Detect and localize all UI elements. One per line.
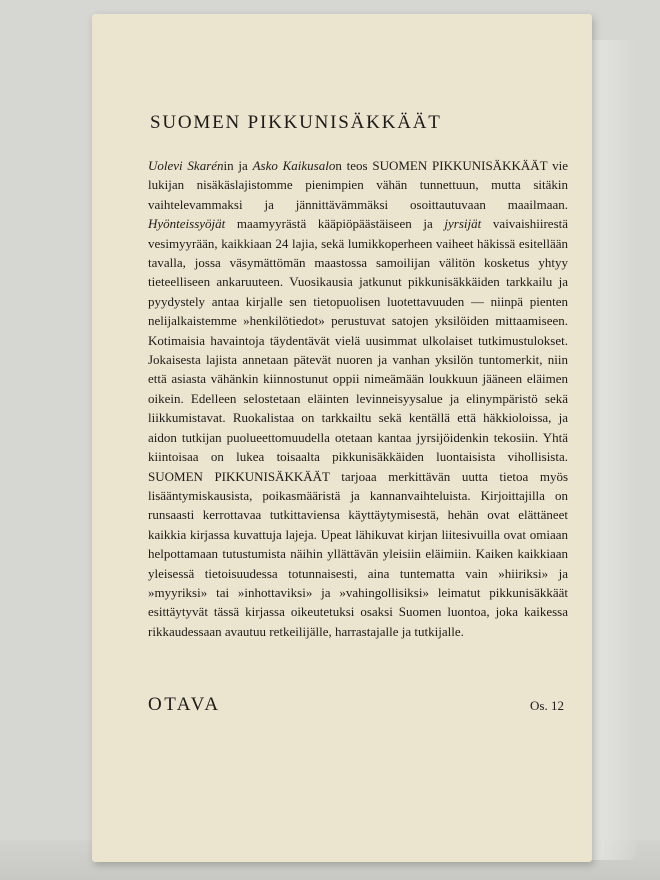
author-name-1: Uolevi Skarén <box>148 158 224 173</box>
edition-number: Os. 12 <box>530 698 564 713</box>
blurb-emphasis-rodents: jyrsijät <box>444 216 482 232</box>
publisher-name: OTAVA <box>148 694 221 715</box>
blurb-text: n teos SUOMEN PIKKUNISÄKKÄÄT vie lukijan nisäkäslajistomme pienimpien vähän tunnettuun, mutta sitäkin vaihtelevammaksi ja jännittävämmäksi osoittautuvaan maailmaan. <box>148 158 568 212</box>
author-name-2: Asko Kaikusalo <box>252 158 336 173</box>
cover-footer <box>148 694 568 716</box>
cover-text-area <box>148 112 569 715</box>
blurb-text: maamyyrästä kääpiöpäästäiseen ja <box>225 216 445 232</box>
book-title: SUOMEN PIKKUNISÄKKÄÄT <box>150 112 442 133</box>
blurb-text: in ja <box>223 158 253 173</box>
plastic-wrap-edge <box>592 40 636 860</box>
blurb-emphasis-insectivores: Hyönteissyöjät <box>148 216 226 232</box>
blurb-paragraph <box>148 156 568 641</box>
blurb-text: vaivaishiirestä vesimyyrään, kaikkiaan 24 lajia, sekä lumikkoperheen vaiheet häkissä esitellään tavalla, jossa väsymättömän maastossa samoilijan välitön kosketus yhtyy tieteelliseen ankaruuteen. Vuosikausia jatkunut pikkunisäkkäiden tarkkailu ja pyydystely antaa kirjalle sen tietopuolisen luotettavuuden — niinpä pienten nelijalkaistemme »henkilötiedot» perustuvat satojen yksilöiden mittaamiseen. Kotimaisia havaintoja täydentävät vielä uusimmat ulkolaiset tutkimustulokset. Jokaisesta lajista annetaan pätevät nuoren ja vanhan yksilön tuntomerkit, niin että asiasta vähänkin kiinnostunut oppii nimeämään loukkuun jääneen eläimen oikein. Edelleen selostetaan eläinten levinneisyysalue ja elinympäristö sekä liikkumistavat. Ruokalistaa on tarkkailtu sekä kentällä että häkkioloissa, ja aidon tutkijan puolueettomuudella otetaan kantaa jyrsijöidenkin tekosiin. Yhtä kiintoisaa on lukea toisaalta pikkunisäkkäiden luontaisista vihollisista. SUOMEN PIKKUNISÄKKÄÄT tarjoaa merkittävän uutta tietoa myös lisääntymiskausista, poikasmääristä ja kannanvaihteluista. Kirjoittajilla on runsaasti kerrottavaa tutkittaviensa käyttäytymisestä, hehän ovat elättäneet kaikkia kirjassa kuvattuja lajeja. Upeat lähikuvat kirjan liitesivuilla ovat omiaan helpottamaan tutustumista näihin yllättävän yleisiin eläimiin. Kaiken kaikkiaan yleisessä tietoisuudessa totunnaisesti, aina tuntematta vain »hiiriksi» ja »myyriksi» tai »inhottaviksi» ja »vahingollisiksi» leimatut pikkunisäkkäät esittäytyvät tässä kirjassa oikeutetuksi osaksi Suomen luontoa, joka kaikessa rikkaudessaan avautuu retkeilijälle, harrastajalle ja tutkijalle. <box>148 216 569 639</box>
